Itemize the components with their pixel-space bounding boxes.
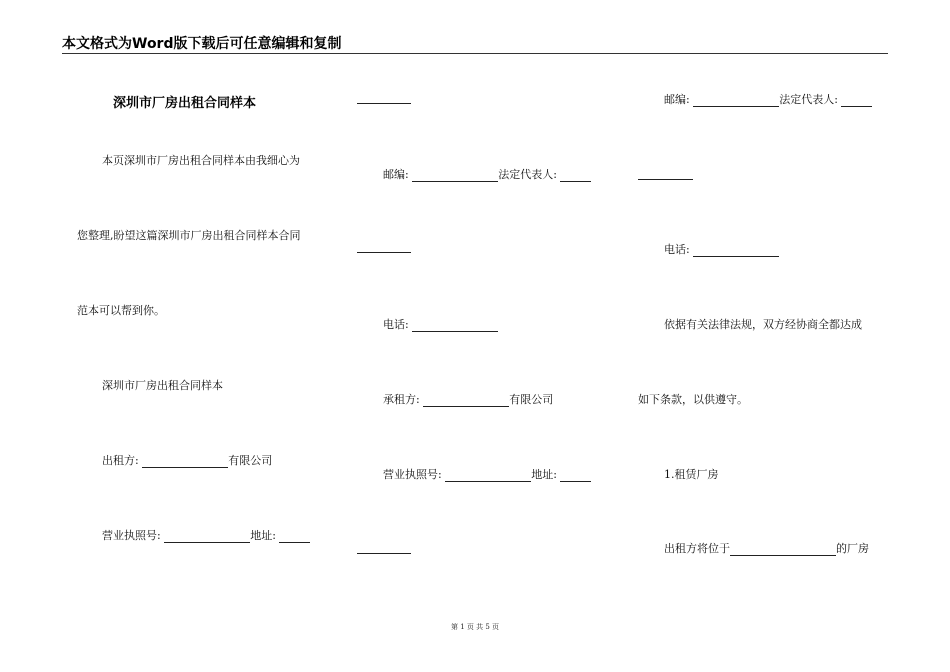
lessee-address-label: 地址:: [531, 468, 557, 481]
lessor-postcode-label: 邮编:: [383, 168, 409, 181]
clause-line-2: 如下条款，以供遵守。: [638, 393, 748, 406]
lessee-suffix: 有限公司: [509, 393, 554, 406]
header-divider: [62, 53, 888, 54]
header-title: 本文格式为Word版下载后可任意编辑和复制: [62, 36, 342, 52]
lessor-address-blank: [279, 530, 310, 543]
lessee-phone-blank: [693, 244, 779, 257]
lessee-phone-label: 电话:: [664, 243, 690, 256]
intro-line-1: 本页深圳市厂房出租合同样本由我细心为: [102, 154, 300, 167]
lessee-address-continuation-blank: [357, 553, 411, 554]
lessor-phone-line: [383, 318, 498, 332]
lessor-phone-label: 电话:: [383, 318, 409, 331]
lessee-postcode-line: [664, 93, 872, 107]
lessor-legal-rep-label: 法定代表人:: [498, 168, 557, 181]
lessor-postcode-line: [383, 168, 591, 182]
lessee-postcode-label: 邮编:: [664, 93, 690, 106]
lessee-phone-line: [664, 243, 779, 257]
lessor-license-blank: [164, 530, 250, 543]
lessor-license-line: [102, 529, 310, 543]
lessor-phone-blank: [412, 319, 498, 332]
lessee-legal-rep-continuation-blank: [638, 179, 693, 180]
lessor-suffix: 有限公司: [228, 454, 273, 467]
lessee-label: 承租方:: [383, 393, 420, 406]
lessee-license-label: 营业执照号:: [383, 468, 442, 481]
lessee-address-blank: [560, 469, 591, 482]
clause-line-1: 依据有关法律法规，双方经协商全都达成: [664, 318, 862, 331]
lessor-name-blank: [142, 455, 228, 468]
intro-line-2: 您整理,盼望这篇深圳市厂房出租合同样本合同: [77, 229, 301, 242]
lessor-postcode-blank: [412, 169, 498, 182]
lessee-name-blank: [423, 394, 509, 407]
document-title: 深圳市厂房出租合同样本: [113, 96, 257, 111]
section-1-prefix: 出租方将位于: [664, 542, 730, 555]
lessor-line: [102, 454, 272, 468]
lessee-legal-rep-blank: [841, 94, 872, 107]
lessor-legal-rep-blank: [560, 169, 591, 182]
lessee-postcode-blank: [693, 94, 779, 107]
section-1-suffix: 的厂房: [836, 542, 869, 555]
page-indicator: 第 1 页 共 5 页: [450, 623, 500, 631]
lessee-license-blank: [445, 469, 531, 482]
section-1-title: 1.租赁厂房: [664, 468, 719, 481]
lessor-label: 出租方:: [102, 454, 139, 467]
lessor-legal-rep-continuation-blank: [357, 252, 411, 253]
contract-subtitle: 深圳市厂房出租合同样本: [102, 379, 223, 392]
lessor-license-label: 营业执照号:: [102, 529, 161, 542]
lessee-license-line: [383, 468, 591, 482]
lessee-legal-rep-label: 法定代表人:: [779, 93, 838, 106]
premises-location-blank: [730, 543, 836, 556]
lessor-address-continuation-blank: [357, 103, 411, 104]
section-1-line: [664, 542, 869, 556]
lessor-address-label: 地址:: [250, 529, 276, 542]
lessee-line: [383, 393, 553, 407]
intro-line-3: 范本可以帮到你。: [77, 304, 165, 317]
